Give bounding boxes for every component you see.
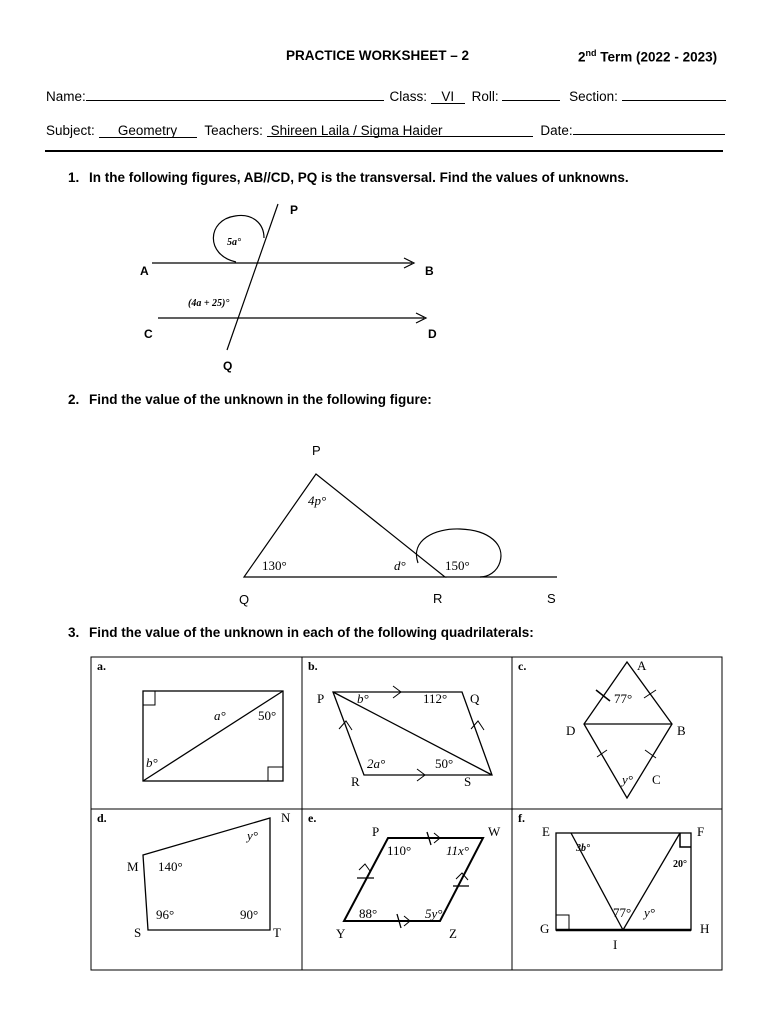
cell-e-angle-88: 88° bbox=[359, 906, 378, 921]
cell-e-angle-110: 110° bbox=[387, 843, 412, 858]
cell-f-angle-20: 20° bbox=[673, 859, 687, 870]
cell-d-point-t: T bbox=[273, 925, 281, 940]
cell-e-angle-11x: 11x° bbox=[446, 843, 470, 858]
point-r: R bbox=[433, 591, 443, 606]
term-rest: Term (2022 - 2023) bbox=[600, 49, 718, 65]
cell-f-point-i: I bbox=[613, 937, 618, 952]
cell-b-angle-b: b° bbox=[357, 691, 369, 706]
teachers-field[interactable]: Shireen Laila / Sigma Haider bbox=[267, 123, 533, 137]
cell-f-angle-77: 77° bbox=[613, 905, 632, 920]
cell-b-angle-112: 112° bbox=[423, 691, 448, 706]
point-b: B bbox=[425, 264, 434, 278]
cell-c-tick-ad bbox=[596, 690, 610, 701]
angle-label-4p: 4p° bbox=[308, 493, 327, 508]
cell-f-right-angle-g bbox=[556, 915, 569, 930]
cell-f-angle-y: y° bbox=[644, 905, 655, 920]
cell-c-point-b: B bbox=[677, 723, 686, 738]
cell-c-point-d: D bbox=[566, 723, 576, 738]
cell-c-angle-77: 77° bbox=[614, 691, 633, 706]
cell-f-point-e: E bbox=[542, 824, 550, 839]
subject-label: Subject: bbox=[46, 123, 95, 138]
name-label: Name: bbox=[46, 89, 86, 104]
cell-b-point-p: P bbox=[317, 691, 325, 706]
cell-f-point-f: F bbox=[697, 824, 705, 839]
cell-b-label: b. bbox=[308, 659, 318, 673]
cell-e-point-z: Z bbox=[449, 926, 457, 941]
cell-a-angle-a: a° bbox=[214, 708, 226, 723]
cell-f-point-h: H bbox=[700, 921, 710, 936]
cell-d-point-s: S bbox=[134, 925, 142, 940]
angle-label-d: d° bbox=[394, 558, 406, 573]
cell-c-point-a: A bbox=[637, 658, 647, 673]
class-label: Class: bbox=[389, 89, 428, 104]
cell-d-label: d. bbox=[97, 811, 107, 825]
cell-e-angle-5y: 5y° bbox=[425, 906, 443, 921]
point-a: A bbox=[140, 264, 149, 278]
question-1-number: 1. bbox=[68, 170, 80, 185]
worksheet-title: PRACTICE WORKSHEET – 2 bbox=[286, 48, 470, 63]
question-2-number: 2. bbox=[68, 392, 80, 407]
cell-d-angle-y: y° bbox=[247, 828, 258, 843]
cell-a-diagonal bbox=[143, 691, 283, 781]
term-number: 2 bbox=[578, 49, 586, 65]
point-c: C bbox=[144, 327, 153, 341]
teachers-label: Teachers: bbox=[204, 123, 263, 138]
cell-c-tick-ab bbox=[644, 690, 656, 698]
term-superscript: nd bbox=[585, 48, 597, 58]
cell-a-label: a. bbox=[97, 659, 106, 673]
question-1-text: In the following figures, AB//CD, PQ is the transversal. Find the values of unknowns. bbox=[89, 170, 629, 185]
point-q: Q bbox=[223, 359, 233, 373]
cell-d-angle-96: 96° bbox=[156, 907, 175, 922]
class-field[interactable]: VI bbox=[431, 89, 465, 104]
point-p: P bbox=[312, 443, 321, 458]
cell-c-label: c. bbox=[518, 659, 527, 673]
cell-f-angle-3b: 3b° bbox=[576, 843, 590, 854]
cell-e-arrow-left bbox=[359, 864, 370, 871]
cell-d-angle-90: 90° bbox=[240, 907, 259, 922]
cell-b-angle-2a: 2a° bbox=[367, 756, 386, 771]
cell-c-point-c: C bbox=[652, 772, 661, 787]
angle-label-5a: 5a° bbox=[227, 237, 241, 248]
point-d: D bbox=[428, 327, 437, 341]
question-2-text: Find the value of the unknown in the following figure: bbox=[89, 392, 432, 407]
cell-e-label: e. bbox=[308, 811, 317, 825]
question-3-number: 3. bbox=[68, 625, 80, 640]
cell-d-point-m: M bbox=[127, 859, 139, 874]
cell-f-point-g: G bbox=[540, 921, 550, 936]
point-p: P bbox=[290, 203, 299, 217]
cell-b-angle-50: 50° bbox=[435, 756, 454, 771]
cell-a-angle-b: b° bbox=[146, 755, 158, 770]
cell-e-point-w: W bbox=[488, 824, 501, 839]
angle-label-150: 150° bbox=[445, 558, 470, 573]
cell-a-right-angle-1 bbox=[143, 691, 155, 705]
date-label: Date: bbox=[540, 123, 573, 138]
cell-a-angle-50: 50° bbox=[258, 708, 277, 723]
cell-c-angle-y: y° bbox=[622, 772, 633, 787]
cell-f-right-angle-f bbox=[680, 833, 691, 847]
cell-d-point-n: N bbox=[281, 810, 291, 825]
cell-e-point-y: Y bbox=[336, 926, 346, 941]
point-q: Q bbox=[239, 592, 250, 607]
angle-label-4a25: (4a + 25)° bbox=[188, 298, 230, 309]
cell-e-point-p: P bbox=[372, 824, 380, 839]
roll-label: Roll: bbox=[471, 89, 499, 104]
cell-f-label: f. bbox=[518, 811, 525, 825]
cell-b-point-s: S bbox=[464, 774, 472, 789]
cell-d-angle-140: 140° bbox=[158, 859, 183, 874]
question-3-text: Find the value of the unknown in each of the following quadrilaterals: bbox=[89, 625, 534, 640]
subject-field[interactable]: Geometry bbox=[99, 123, 197, 138]
cell-a-right-angle-2 bbox=[268, 767, 283, 781]
point-s: S bbox=[547, 591, 556, 606]
cell-b-point-q: Q bbox=[470, 691, 480, 706]
cell-b-point-r: R bbox=[351, 774, 360, 789]
angle-label-130: 130° bbox=[262, 558, 287, 573]
section-label: Section: bbox=[569, 89, 618, 104]
